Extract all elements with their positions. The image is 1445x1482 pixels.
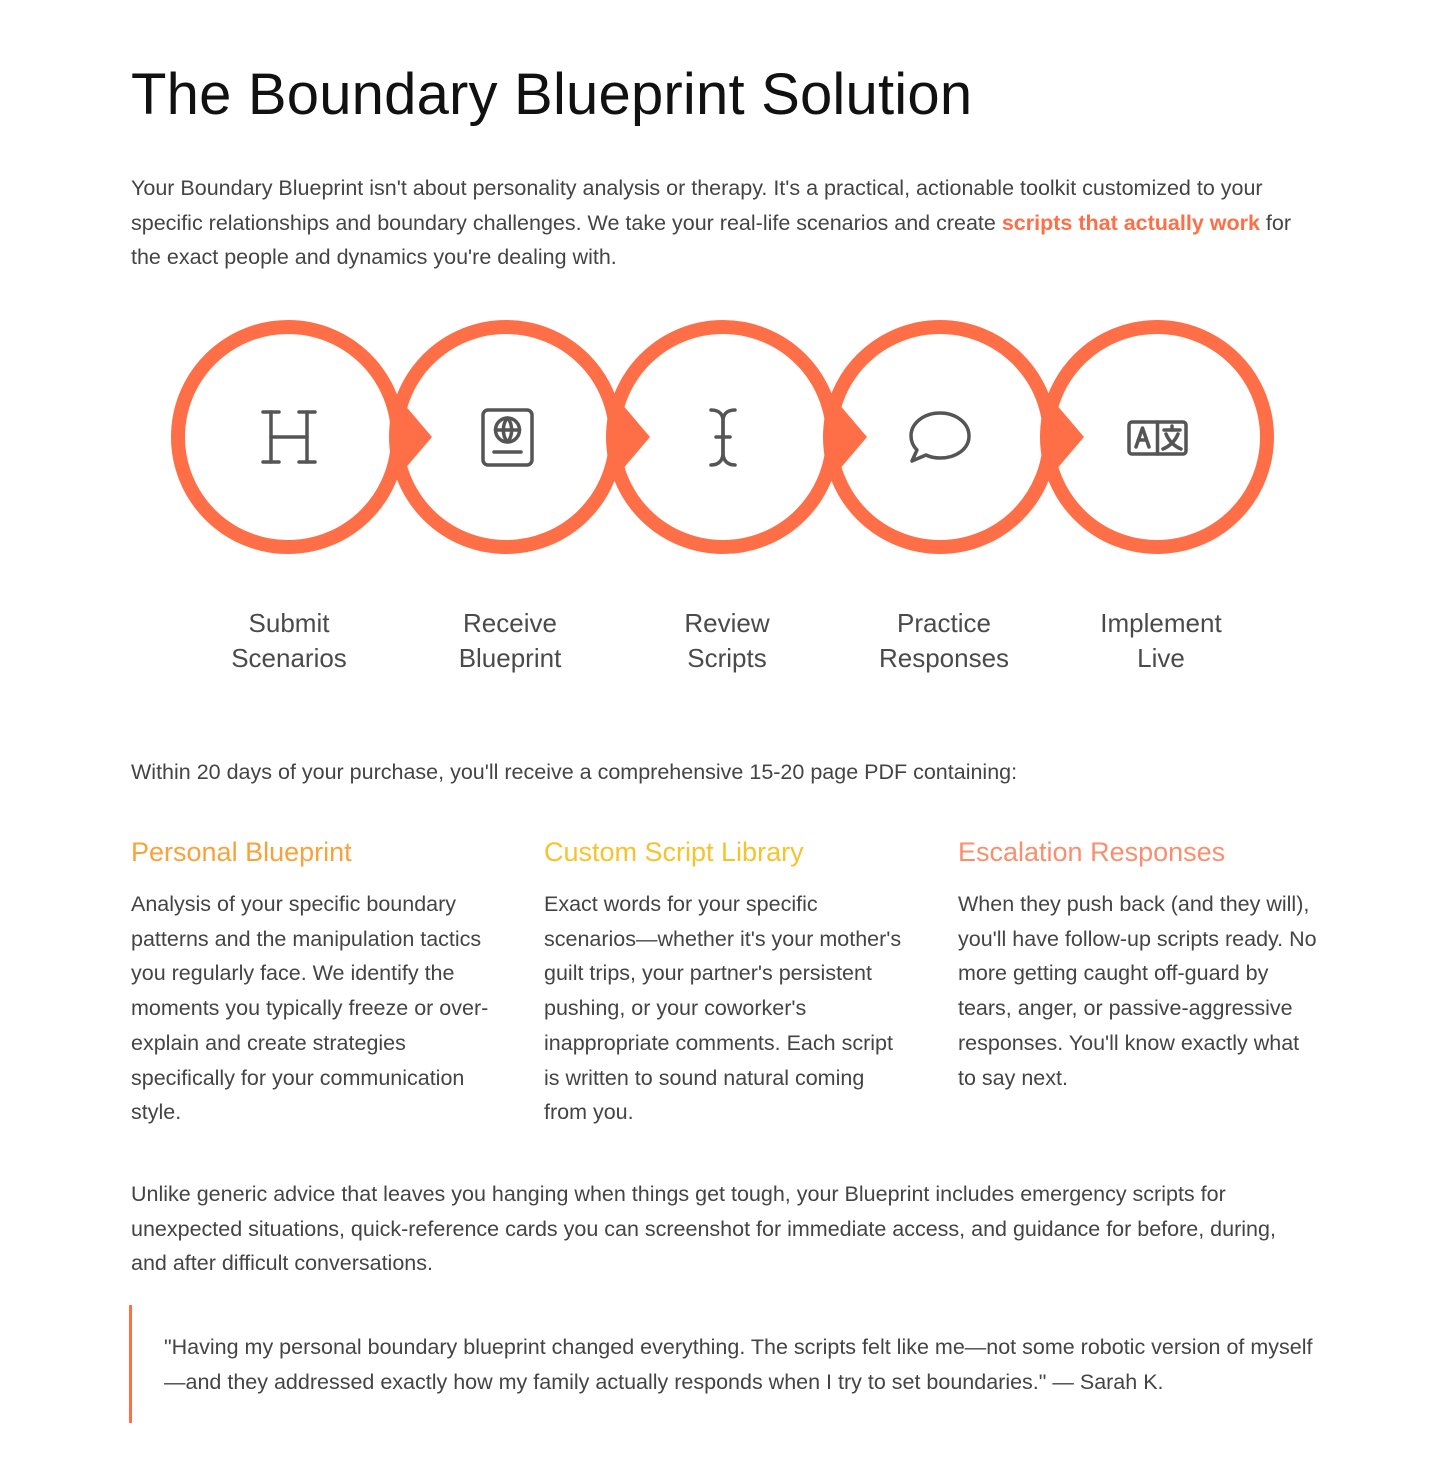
step-label-receive-blueprint: [410, 606, 610, 675]
translate-icon: [1129, 422, 1186, 454]
intro-paragraph: [131, 171, 1321, 275]
step-label-review-scripts: [627, 606, 827, 675]
arrow-1-2: [392, 390, 432, 484]
passport-globe-icon: [483, 410, 532, 465]
step-ring-3: [613, 327, 833, 547]
testimonial-quote: [129, 1305, 1319, 1423]
feature-title: Custom Script Library: [544, 837, 804, 867]
step-ring-5: [1047, 327, 1267, 547]
feature-escalation-responses: [958, 832, 1318, 1095]
page-title: The Boundary Blueprint Solution: [131, 62, 973, 127]
step-ring-2: [396, 327, 616, 547]
step-arrows: [392, 390, 1084, 484]
feature-body: When they push back (and they will), you'll have follow-up scripts ready. No more getting caught off-guard by tears, anger, or passive-aggressive responses. You'll know exactly what to say next.: [958, 892, 1317, 1090]
pdf-intro-text: Within 20 days of your purchase, you'll receive a comprehensive 15-20 page PDF containing:: [131, 760, 1018, 784]
step-1-line2: Scenarios: [231, 642, 347, 673]
step-rings: [178, 327, 1267, 547]
step-label-implement-live: [1061, 606, 1261, 675]
feature-title: Personal Blueprint: [131, 837, 352, 867]
step-ring-4: [830, 327, 1050, 547]
step-5-line1: Implement: [1100, 608, 1222, 638]
heading-h-icon: [263, 412, 315, 462]
arrow-2-3: [610, 390, 650, 484]
step-2-line2: Blueprint: [458, 642, 562, 673]
step-label-submit-scenarios: [189, 606, 389, 675]
step-4-line1: Practice: [897, 608, 991, 638]
feature-custom-script-library: [544, 832, 904, 1130]
feature-personal-blueprint: [131, 832, 491, 1130]
intro-text-after: for the exact people and dynamics you're dealing with.: [131, 210, 1292, 269]
closing-paragraph: Unlike generic advice that leaves you hanging when things get tough, your Blueprint includes emergency scripts for unexpected situations, quick-reference cards you can screenshot for immediate access, and guidance for before, during, and after difficult conversations.: [131, 1182, 1276, 1275]
step-4-line2: Responses: [878, 642, 1010, 673]
step-3-line1: Review: [684, 608, 770, 638]
intro-highlight: scripts that actually work: [1001, 210, 1260, 235]
step-1-line1: Submit: [248, 608, 330, 638]
feature-body: Analysis of your specific boundary patterns and the manipulation tactics you regularly face. We identify the moments you typically freeze or over-explain and create strategies specifically for your communication style.: [131, 892, 489, 1125]
feature-body: Exact words for your specific scenarios—whether it's your mother's guilt trips, your partner's persistent pushing, or your coworker's inappropriate comments. Each script is written to sound natural coming from you.: [544, 892, 902, 1125]
intro-text-before: Your Boundary Blueprint isn't about personality analysis or therapy. It's a practical, actionable toolkit customized to your specific relationships and boundary challenges. We take your real-life scenarios and create: [131, 176, 1263, 235]
step-3-line2: Scripts: [687, 642, 767, 673]
step-label-practice-responses: [844, 606, 1044, 675]
step-ring-1: [178, 327, 398, 547]
feature-title: Escalation Responses: [958, 837, 1226, 867]
text-cursor-icon: [711, 410, 735, 465]
testimonial-text: "Having my personal boundary blueprint changed everything. The scripts felt like me—not some robotic version of myself—and they addressed exactly how my family actually responds when I try to set boundaries." — Sarah K.: [164, 1335, 1313, 1394]
step-5-line2: Live: [1137, 642, 1185, 673]
speech-bubble-icon: [911, 413, 969, 461]
arrow-3-4: [827, 390, 867, 484]
step-2-line1: Receive: [463, 608, 557, 638]
arrow-4-5: [1044, 390, 1084, 484]
